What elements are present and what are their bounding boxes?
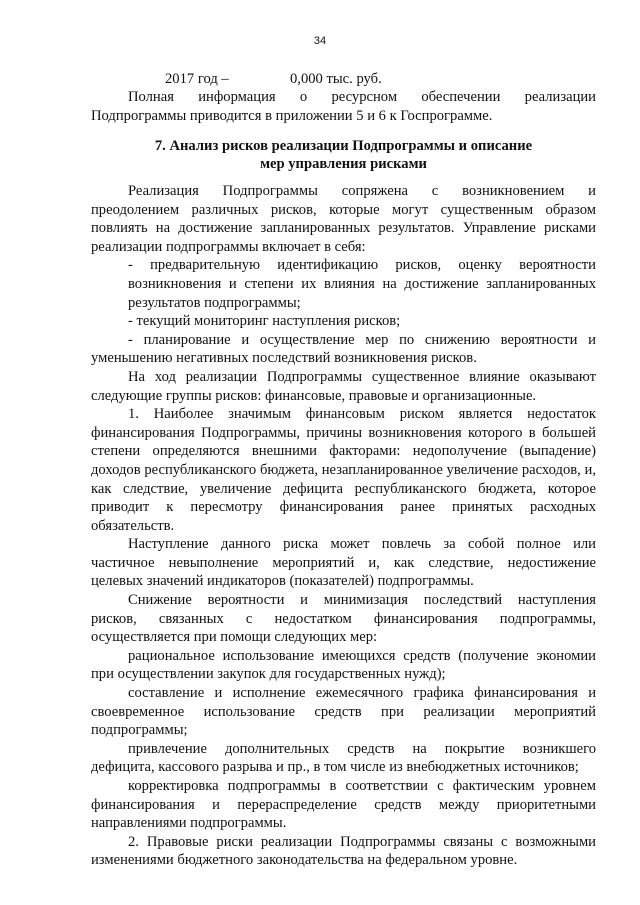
text-line: обязательств.	[91, 517, 175, 534]
text-line: следующие группы рисков: финансовые, правовые и организационные.	[91, 387, 537, 404]
text-line: финансирования и перераспределение средств между приоритетными	[91, 796, 596, 813]
text-line: На ход реализации Подпрограммы существенное влияние оказывают	[128, 368, 596, 385]
text-line: - предварительную идентификацию рисков, оценку вероятности	[128, 257, 596, 274]
year-label: 2017 год –	[165, 71, 229, 87]
text-line: изменениями бюджетного законодательства на федеральном уровне.	[91, 852, 518, 869]
text-line: частичное невыполнение мероприятий и, как следствие, недостижение	[91, 554, 596, 571]
text-line: - текущий мониторинг наступления рисков;	[128, 313, 401, 330]
heading-line-2: мер управления рисками	[260, 155, 427, 172]
text-line: при осуществлении закупок для государственных нужд);	[91, 666, 446, 683]
text-line: - планирование и осуществление мер по снижению вероятности и	[128, 331, 596, 348]
paragraph	[91, 368, 596, 405]
list-item	[91, 684, 596, 740]
text-line: как следствие, увеличение дефицита республиканского бюджета, которое	[91, 480, 596, 497]
text-line: подпрограммы;	[91, 722, 188, 739]
text-line: Полная информация о ресурсном обеспечении реализации	[128, 89, 596, 105]
text-line: привлечение дополнительных средств на покрытие возникшего	[128, 740, 596, 757]
text-line: доходов республиканского бюджета, незапланированное увеличение расходов, и,	[91, 461, 596, 478]
text-line: 2. Правовые риски реализации Подпрограммы связаны с возможными	[128, 833, 596, 850]
text-line: 1. Наиболее значимым финансовым риском является недостаток	[128, 406, 596, 423]
paragraph	[91, 535, 596, 591]
text-line: своевременное использование средств при реализации мероприятий	[91, 703, 596, 720]
list-item	[91, 331, 596, 368]
text-line: рациональное использование имеющихся средств (получение экономии	[128, 647, 596, 664]
intro-paragraph	[91, 88, 596, 125]
section-body	[91, 182, 596, 870]
text-line: уменьшению негативных последствий возникновения рисков.	[91, 350, 477, 367]
page-number: 34	[313, 35, 327, 47]
text-line: Наступление данного риска может повлечь за собой полное или	[128, 536, 596, 553]
text-line: дефицита, кассового разрыва и пр., в том числе из внебюджетных источников;	[91, 759, 579, 776]
text-line: Снижение вероятности и минимизация последствий наступления	[128, 592, 596, 609]
text-line: приводит к пересмотру финансирования ранее принятых расходных	[91, 499, 596, 516]
year-funding-line	[165, 70, 465, 89]
text-line: целевых значений индикаторов (показателей) подпрограммы.	[91, 573, 474, 590]
list-item	[91, 312, 596, 331]
text-line: повлиять на достижение запланированных результатов. Управление рисками	[91, 220, 596, 237]
list-item	[91, 740, 596, 777]
text-line: осуществляется при помощи следующих мер:	[91, 629, 378, 646]
text-line: реализации подпрограммы включает в себя:	[91, 238, 366, 255]
list-item	[91, 777, 596, 833]
text-line: Подпрограммы приводится в приложении 5 и 6 к Госпрограмме.	[91, 107, 493, 124]
text-line: степени определяются внешними факторами: недополучение (выпадение)	[91, 443, 596, 460]
text-line: преодолением различных рисков, которые могут существенным образом	[91, 201, 596, 218]
paragraph	[91, 833, 596, 870]
list-item	[91, 256, 596, 312]
list-item	[91, 647, 596, 684]
heading-line-1: 7. Анализ рисков реализации Подпрограммы и описание	[154, 138, 533, 154]
text-line: Реализация Подпрограммы сопряжена с возникновением и	[128, 183, 596, 199]
section-heading	[91, 138, 596, 173]
text-line: направлениями подпрограммы.	[91, 815, 287, 832]
paragraph	[91, 405, 596, 535]
paragraph	[91, 591, 596, 647]
text-line: корректировка подпрограммы в соответствии с фактическим уровнем	[128, 778, 596, 794]
paragraph	[91, 182, 596, 256]
text-line: составление и исполнение ежемесячного графика финансирования и	[128, 685, 596, 702]
text-line: возникновения и степени их влияния на достижение запланированных	[128, 275, 596, 292]
text-line: финансирования Подпрограммы, причины возникновения которого в большей	[91, 424, 596, 441]
text-line: результатов подпрограммы;	[128, 294, 301, 311]
text-line: рисков, связанных с недостатком финансирования подпрограммы,	[91, 610, 596, 627]
year-amount: 0,000 тыс. руб.	[290, 71, 382, 87]
